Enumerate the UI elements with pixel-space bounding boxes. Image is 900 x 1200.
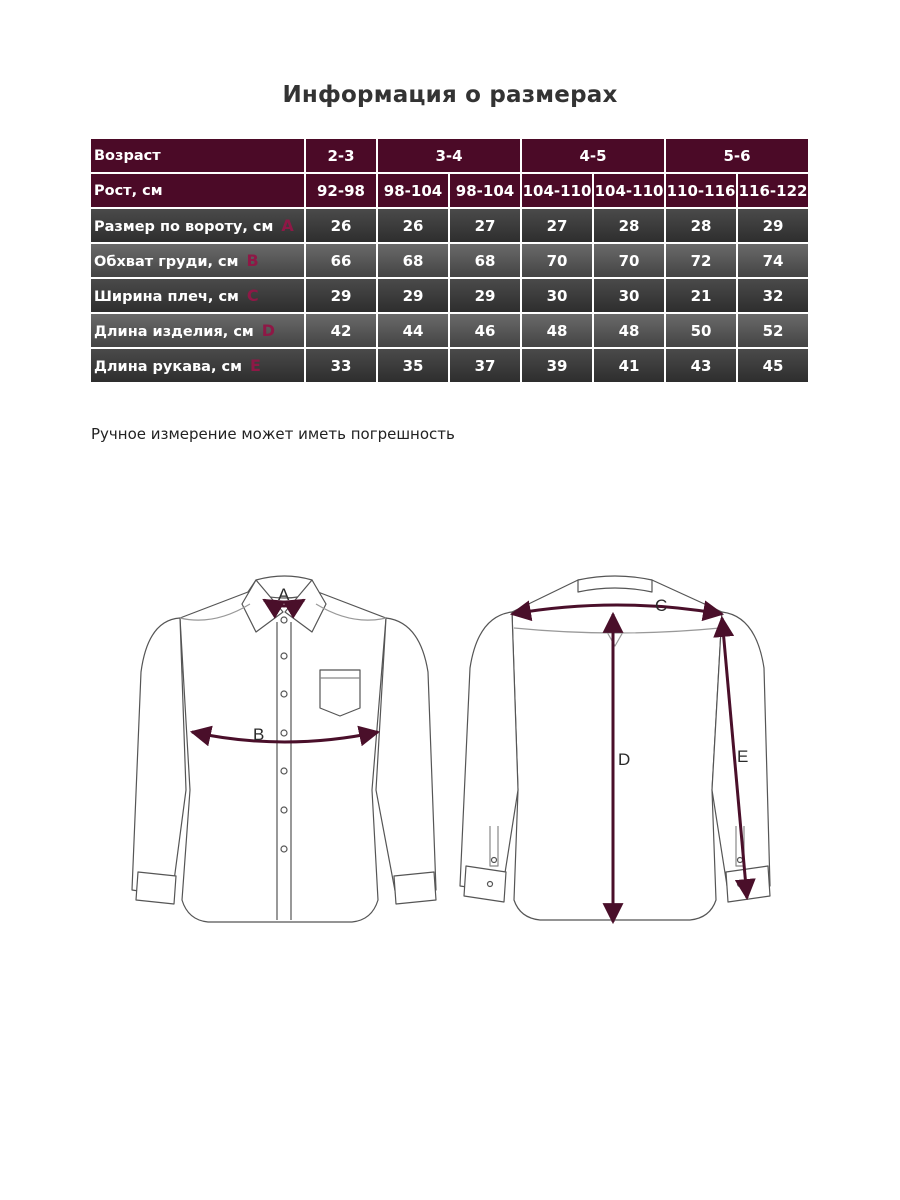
label-b: B — [253, 725, 265, 744]
front-pocket — [320, 670, 360, 716]
measure-letter: E — [249, 356, 261, 375]
label-e: E — [737, 747, 749, 766]
value-cell: 43 — [666, 349, 736, 382]
value-cell: 42 — [306, 314, 376, 347]
height-cell: 92-98 — [306, 174, 376, 207]
row-label-text: Длина рукава, см — [94, 359, 242, 375]
row-label-text: Длина изделия, см — [94, 324, 254, 340]
height-cell: 98-104 — [378, 174, 448, 207]
value-cell: 74 — [738, 244, 808, 277]
value-cell: 52 — [738, 314, 808, 347]
value-cell: 30 — [522, 279, 592, 312]
height-row — [91, 174, 808, 207]
age-row — [91, 139, 808, 172]
value-cell: 29 — [306, 279, 376, 312]
measure-letter: D — [261, 321, 276, 340]
front-left-sleeve — [132, 618, 186, 896]
value-cell: 66 — [306, 244, 376, 277]
height-label: Рост, см — [91, 174, 304, 207]
age-label: Возраст — [91, 139, 304, 172]
table-row — [91, 279, 808, 312]
value-cell: 32 — [738, 279, 808, 312]
value-cell: 45 — [738, 349, 808, 382]
age-group-cell: 5-6 — [666, 139, 808, 172]
value-cell: 29 — [738, 209, 808, 242]
value-cell: 35 — [378, 349, 448, 382]
value-cell: 29 — [378, 279, 448, 312]
table-row — [91, 244, 808, 277]
label-c: C — [655, 596, 668, 615]
height-cell: 98-104 — [450, 174, 520, 207]
value-cell: 21 — [666, 279, 736, 312]
front-left-cuff — [136, 872, 176, 904]
table-row — [91, 314, 808, 347]
age-group-cell: 4-5 — [522, 139, 664, 172]
front-body-outline — [180, 592, 386, 922]
value-cell: 27 — [522, 209, 592, 242]
label-a: A — [278, 585, 290, 604]
back-left-cuff — [464, 866, 506, 902]
value-cell: 39 — [522, 349, 592, 382]
row-label — [91, 314, 304, 347]
shirt-diagram — [120, 560, 780, 940]
value-cell: 41 — [594, 349, 664, 382]
value-cell: 70 — [522, 244, 592, 277]
measurement-note: Ручное измерение может иметь погрешность — [91, 425, 455, 443]
value-cell: 48 — [522, 314, 592, 347]
height-cell: 110-116 — [666, 174, 736, 207]
value-cell: 28 — [594, 209, 664, 242]
row-label — [91, 209, 304, 242]
row-label-text: Ширина плеч, см — [94, 289, 239, 305]
measure-letter: C — [246, 286, 259, 305]
label-d: D — [618, 750, 631, 769]
measure-letter: B — [246, 251, 259, 270]
front-right-sleeve — [376, 618, 436, 896]
value-cell: 26 — [378, 209, 448, 242]
value-cell: 46 — [450, 314, 520, 347]
value-cell: 72 — [666, 244, 736, 277]
value-cell: 44 — [378, 314, 448, 347]
height-cell: 116-122 — [738, 174, 808, 207]
value-cell: 28 — [666, 209, 736, 242]
height-cell: 104-110 — [594, 174, 664, 207]
value-cell: 68 — [378, 244, 448, 277]
row-label — [91, 279, 304, 312]
value-cell: 68 — [450, 244, 520, 277]
value-cell: 30 — [594, 279, 664, 312]
row-label-text: Размер по вороту, см — [94, 219, 274, 235]
table-row — [91, 349, 808, 382]
value-cell: 50 — [666, 314, 736, 347]
value-cell: 48 — [594, 314, 664, 347]
row-label — [91, 244, 304, 277]
measure-letter: A — [281, 216, 294, 235]
front-right-cuff — [394, 872, 436, 904]
age-group-cell: 3-4 — [378, 139, 520, 172]
page-title: Информация о размерах — [282, 82, 618, 108]
row-label — [91, 349, 304, 382]
age-group-cell: 2-3 — [306, 139, 376, 172]
value-cell: 26 — [306, 209, 376, 242]
size-table — [89, 137, 810, 384]
back-left-sleeve — [460, 612, 518, 892]
row-label-text: Обхват груди, см — [94, 254, 239, 270]
table-row — [91, 209, 808, 242]
value-cell: 37 — [450, 349, 520, 382]
value-cell: 33 — [306, 349, 376, 382]
value-cell: 27 — [450, 209, 520, 242]
value-cell: 29 — [450, 279, 520, 312]
shirt-front-drawing — [132, 576, 436, 922]
height-cell: 104-110 — [522, 174, 592, 207]
value-cell: 70 — [594, 244, 664, 277]
